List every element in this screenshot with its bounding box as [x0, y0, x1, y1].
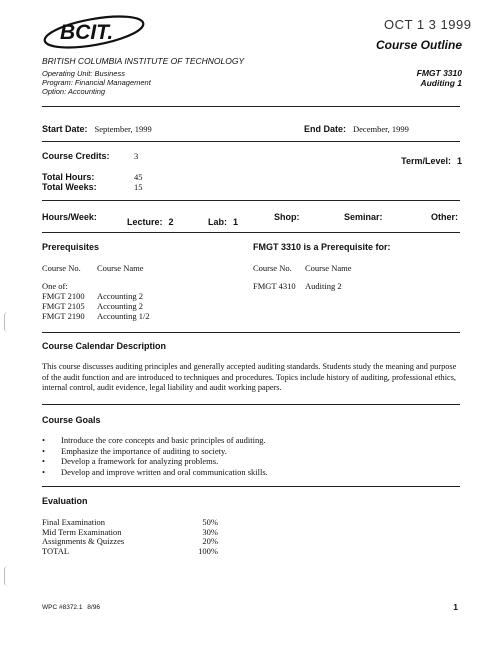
list-item [42, 467, 462, 478]
document-title: Course Outline [375, 38, 462, 52]
divider [42, 232, 460, 233]
option: Option: Accounting [42, 87, 106, 96]
goal-text: Develop a framework for analyzing problems. [61, 456, 219, 466]
seminar-label: Seminar: [344, 212, 383, 222]
form-suffix: 8/96 [87, 604, 100, 611]
prereq-for-list [253, 281, 342, 291]
hours-week-label: Hours/Week: [42, 212, 97, 222]
page-number: 1 [453, 602, 458, 612]
goal-text: Emphasize the importance of auditing to society. [61, 445, 227, 456]
term-label: Term/Level: [401, 156, 451, 166]
scan-mark [4, 312, 11, 332]
eval-item-pct: 20% [202, 536, 218, 546]
description-text: This course discusses auditing principles and generally accepted auditing standards. Students study the meaning and purpose of the audit function and are introduced to techniques and procedures. Topics include history of auditing, professional ethics, internal control, audit evidence, legal liability and audit working papers. [42, 362, 457, 392]
credits-label: Course Credits: [42, 151, 110, 161]
divider [42, 200, 460, 201]
prereq-for-col-name: Course Name [305, 263, 352, 273]
list-item [42, 291, 150, 301]
description-heading: Course Calendar Description [42, 341, 167, 351]
table-row [42, 547, 218, 557]
footer-form-code [42, 604, 100, 611]
goal-text: Introduce the core concepts and basic principles of auditing. [61, 435, 266, 445]
evaluation-heading: Evaluation [42, 496, 88, 506]
date-stamp: OCT 1 3 1999 [384, 17, 472, 32]
credits-value: 3 [134, 151, 139, 161]
prereq-one-of: One of: [42, 281, 68, 291]
course-code: FMGT 3310 [416, 68, 462, 78]
start-date-value: September, 1999 [94, 124, 152, 134]
divider [42, 486, 460, 487]
eval-item-pct: 50% [202, 517, 218, 527]
total-hours-label: Total Hours: [42, 172, 95, 182]
prereq-name: Accounting 1/2 [97, 311, 150, 321]
list-item [253, 281, 342, 291]
prereq-no: FMGT 2100 [42, 291, 85, 301]
start-date-label: Start Date: [42, 124, 88, 134]
prereq-name: Accounting 2 [97, 301, 144, 311]
eval-item-name: TOTAL [42, 545, 70, 556]
list-item [42, 435, 462, 446]
bullet-icon: • [42, 466, 45, 477]
prereq-no: FMGT 2105 [42, 301, 85, 311]
list-item [42, 311, 150, 321]
total-weeks-value: 15 [134, 182, 143, 192]
program: Program: Financial Management [42, 78, 151, 87]
list-item [42, 301, 150, 311]
start-date [42, 119, 152, 137]
prereq-no: FMGT 2190 [42, 311, 85, 321]
bullet-icon: • [42, 456, 45, 466]
bcit-logo [40, 12, 150, 52]
lab [208, 212, 238, 230]
prerequisites-heading: Prerequisites [42, 242, 100, 252]
institute-name: BRITISH COLUMBIA INSTITUTE OF TECHNOLOGY [42, 56, 245, 66]
prereq-col-no: Course No. [42, 263, 81, 273]
scan-mark [4, 566, 11, 586]
prereq-list [42, 291, 150, 321]
list-item [42, 446, 462, 457]
divider [42, 404, 460, 405]
prereq-name: Accounting 2 [97, 291, 144, 301]
divider [42, 141, 460, 142]
operating-unit: Operating Unit: Business [42, 69, 125, 78]
eval-item-name: Mid Term Examination [42, 526, 122, 537]
eval-item-pct: 30% [202, 526, 218, 537]
prereq-for-col-no: Course No. [253, 263, 292, 273]
term-value: 1 [456, 156, 462, 166]
lecture-value: 2 [168, 217, 174, 227]
form-code: WPC #8372.1 [42, 604, 83, 611]
other-label: Other: [431, 212, 458, 222]
bcit-logo-mark [40, 12, 150, 52]
bullet-icon: • [42, 435, 45, 445]
total-weeks-label: Total Weeks: [42, 182, 97, 192]
divider [42, 332, 460, 333]
lab-value: 1 [233, 217, 239, 227]
goals-list [42, 435, 462, 477]
course-name: Auditing 1 [420, 78, 462, 88]
prereq-for-name: Auditing 2 [305, 281, 342, 291]
svg-text:BCIT.: BCIT. [60, 21, 114, 44]
total-hours-value: 45 [134, 172, 143, 182]
end-date [304, 119, 409, 137]
eval-item-pct: 100% [198, 545, 218, 556]
goals-heading: Course Goals [42, 415, 101, 425]
divider [42, 106, 460, 107]
shop-label: Shop: [274, 212, 300, 222]
end-date-value: December, 1999 [353, 124, 409, 134]
bullet-icon: • [42, 445, 45, 456]
eval-item-name: Final Examination [42, 517, 106, 527]
eval-item-name: Assignments & Quizzes [42, 536, 125, 546]
end-date-label: End Date: [304, 124, 347, 134]
term-level [401, 151, 462, 169]
evaluation-table [42, 518, 218, 556]
list-item [42, 456, 462, 467]
prereq-for-heading: FMGT 3310 is a Prerequisite for: [253, 242, 391, 252]
lecture-label: Lecture: [127, 217, 163, 227]
lecture [127, 212, 174, 230]
goal-text: Develop and improve written and oral communication skills. [61, 466, 268, 477]
lab-label: Lab: [208, 217, 227, 227]
prereq-col-name: Course Name [97, 263, 144, 273]
prereq-for-no: FMGT 4310 [253, 281, 296, 291]
